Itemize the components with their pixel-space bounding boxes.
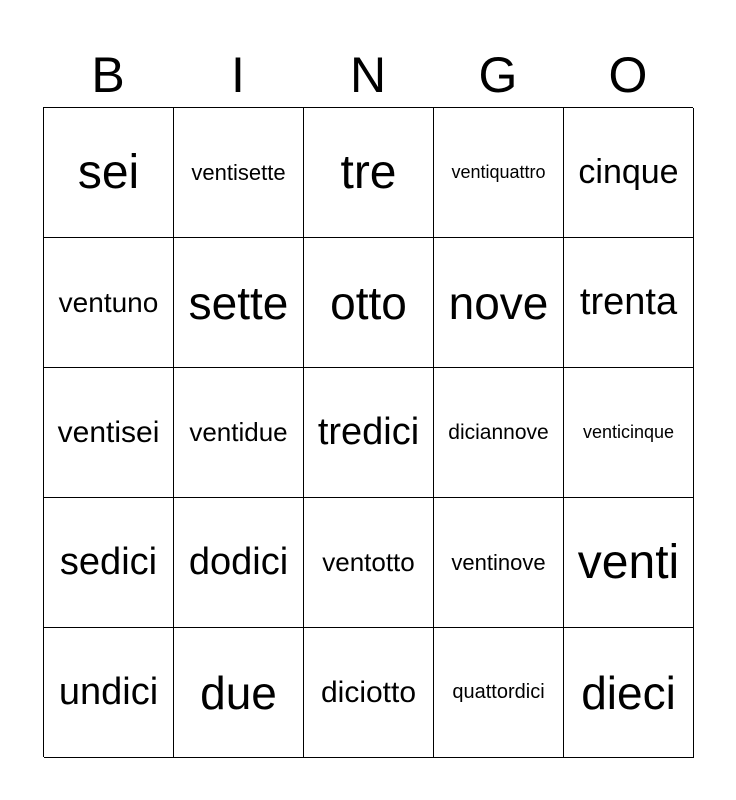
bingo-cell[interactable]: dieci: [564, 628, 694, 758]
bingo-cell[interactable]: undici: [44, 628, 174, 758]
bingo-cell[interactable]: ventisei: [44, 368, 174, 498]
header-letter-g: G: [478, 47, 518, 103]
header-letter-b: B: [91, 47, 125, 103]
bingo-cell[interactable]: ventisette: [174, 108, 304, 238]
bingo-cell[interactable]: trenta: [564, 238, 694, 368]
bingo-cell[interactable]: sedici: [44, 498, 174, 628]
bingo-cell[interactable]: sei: [44, 108, 174, 238]
bingo-cell[interactable]: ventuno: [44, 238, 174, 368]
bingo-cell[interactable]: tre: [304, 108, 434, 238]
bingo-cell[interactable]: ventidue: [174, 368, 304, 498]
bingo-cell[interactable]: due: [174, 628, 304, 758]
bingo-card-grid: [43, 107, 693, 757]
bingo-cell[interactable]: venticinque: [564, 368, 694, 498]
bingo-cell[interactable]: dodici: [174, 498, 304, 628]
bingo-cell[interactable]: cinque: [564, 108, 694, 238]
bingo-cell[interactable]: quattordici: [434, 628, 564, 758]
bingo-cell[interactable]: ventotto: [304, 498, 434, 628]
bingo-cell[interactable]: tredici: [304, 368, 434, 498]
bingo-header: [43, 44, 693, 106]
bingo-cell[interactable]: diciotto: [304, 628, 434, 758]
header-letter-n: N: [349, 47, 387, 103]
bingo-cell[interactable]: diciannove: [434, 368, 564, 498]
bingo-cell[interactable]: sette: [174, 238, 304, 368]
bingo-cell[interactable]: ventiquattro: [434, 108, 564, 238]
bingo-cell[interactable]: ventinove: [434, 498, 564, 628]
bingo-cell[interactable]: otto: [304, 238, 434, 368]
header-letter-i: I: [231, 47, 245, 103]
bingo-cell[interactable]: nove: [434, 238, 564, 368]
bingo-cell[interactable]: venti: [564, 498, 694, 628]
header-letter-o: O: [608, 47, 648, 103]
